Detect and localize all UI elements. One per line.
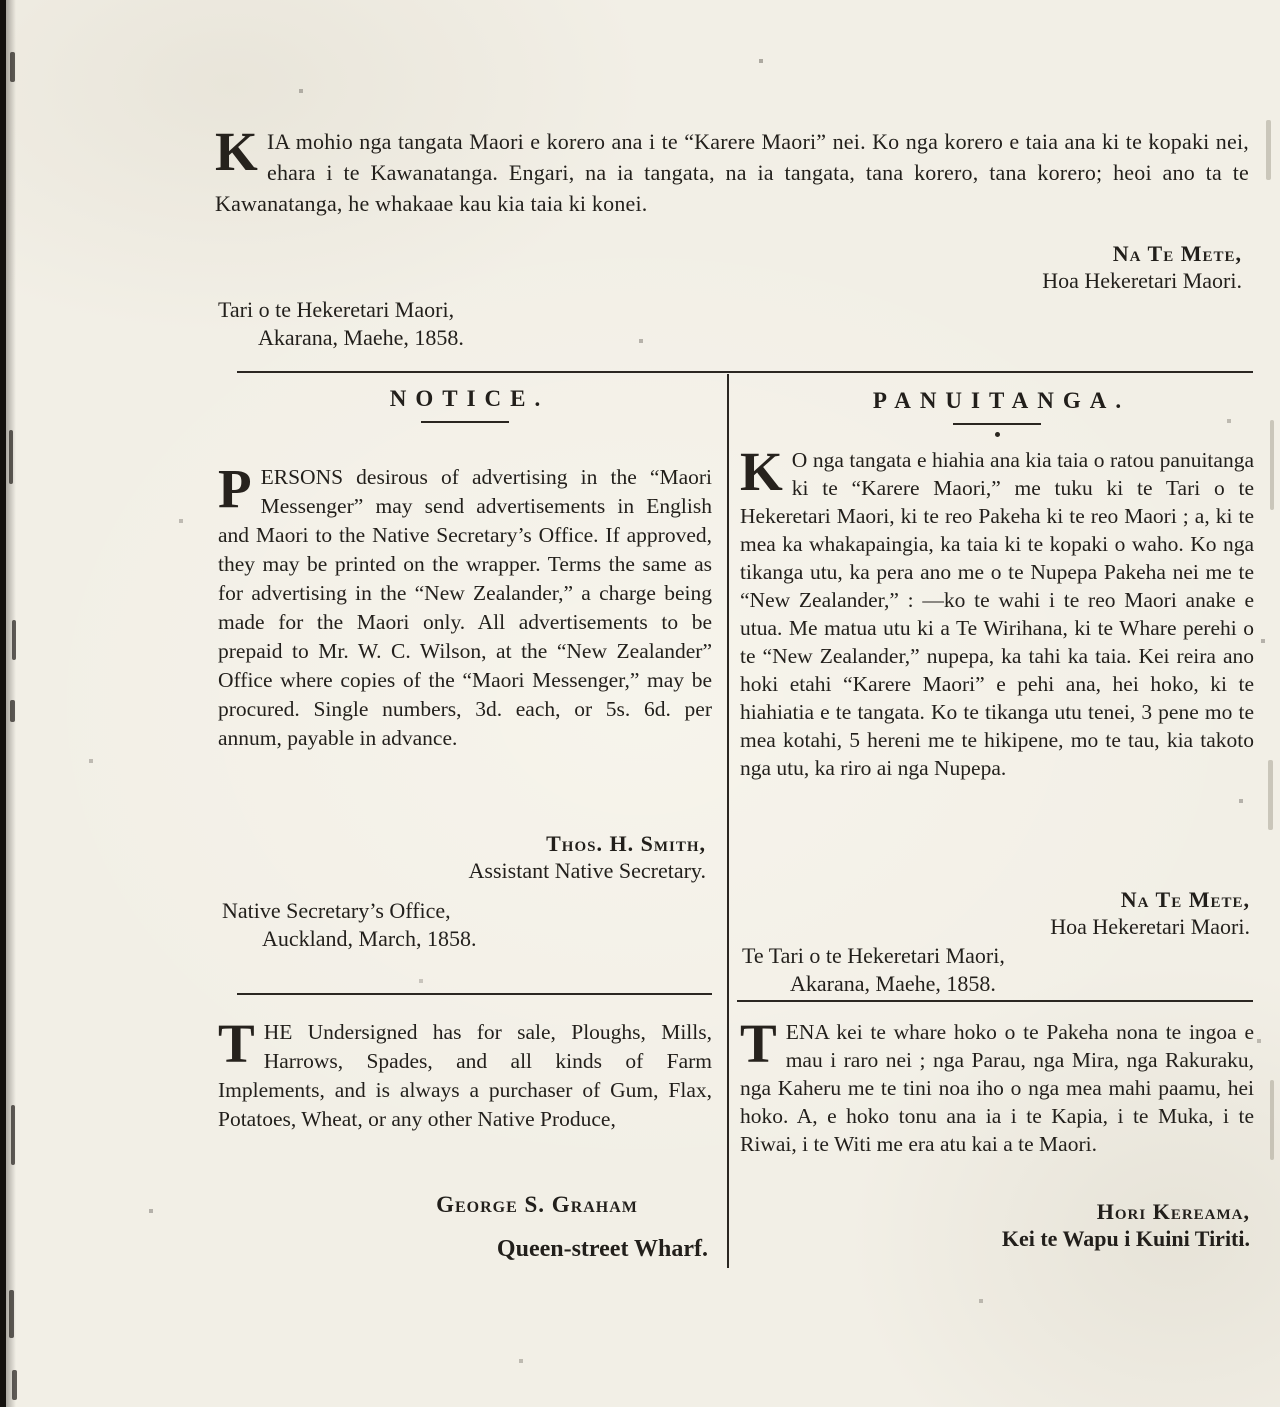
- panuitanga-office-line1: Te Tari o te Hekeretari Maori,: [742, 943, 1005, 968]
- notice-office-line2: Auckland, March, 1858.: [262, 926, 477, 951]
- sale-paragraph: [218, 1013, 712, 1134]
- intro-text: IA mohio nga tangata Maori e korero ana i te “Karere Maori” nei. Ko nga korero e taia ana ki te kopaki nei, ehara i te Kawanatanga. Engari, na ia tangata, na ia tangata, tana korero, tana korero; heoi ano ta te Kawanatanga, he whakaae kau kia taia ki konei.: [215, 129, 1249, 216]
- scan-mark: [9, 1290, 14, 1338]
- header-office-line1: Tari o te Hekeretari Maori,: [218, 297, 455, 322]
- panuitanga-office-line2: Akarana, Maehe, 1858.: [790, 971, 996, 996]
- sale-drop-cap: T: [218, 1013, 255, 1074]
- top-divider-rule: [237, 371, 1253, 373]
- notice-signature-title: Assistant Native Secretary.: [468, 858, 706, 883]
- scan-mark: [1270, 420, 1274, 510]
- notice-signature-name: Thos. H. Smith,: [546, 831, 706, 856]
- panuitanga-drop-cap: K: [740, 441, 783, 502]
- panuitanga-heading: PANUITANGA.: [872, 388, 1131, 413]
- header-signature: [800, 240, 1242, 294]
- notice-heading-block: [218, 386, 712, 423]
- column-divider-rule: [727, 374, 729, 1268]
- header-signature-title: Hoa Hekeretari Maori.: [1042, 268, 1242, 293]
- sale-text: HE Undersigned has for sale, Ploughs, Mills, Harrows, Spades, and all kinds of Farm Implements, and is always a purchaser of Gum, Flax, Potatoes, Wheat, or any other Native Produce,: [218, 1020, 712, 1131]
- panuitanga-heading-rule: [953, 423, 1041, 425]
- panuitanga-office-block: [742, 942, 1005, 998]
- header-signature-name: Na Te Mete,: [1112, 241, 1242, 266]
- tena-drop-cap: T: [740, 1013, 777, 1074]
- scan-mark: [12, 620, 16, 660]
- scan-mark: [12, 1370, 17, 1400]
- notice-signature: [218, 830, 706, 884]
- intro-drop-cap: K: [215, 121, 258, 182]
- panuitanga-heading-dot: [995, 432, 1000, 437]
- notice-heading: NOTICE.: [389, 386, 550, 411]
- scan-mark: [10, 52, 15, 82]
- panuitanga-paragraph: [740, 441, 1254, 782]
- scan-mark: [9, 430, 13, 484]
- tena-signature-name: Hori Kereama,: [1096, 1199, 1250, 1224]
- sale-location: Queen-street Wharf.: [496, 1236, 708, 1262]
- scan-mark: [1268, 760, 1273, 830]
- sale-signature: George S. Graham: [436, 1192, 638, 1217]
- advertising-notice-paragraph: [218, 458, 712, 753]
- header-section: [215, 121, 1249, 219]
- tena-paragraph: [740, 1013, 1254, 1158]
- panuitanga-heading-block: [740, 388, 1254, 437]
- scan-specks: [0, 0, 2, 2]
- tena-signature-location: Kei te Wapu i Kuini Tiriti.: [1001, 1226, 1250, 1251]
- panuitanga-text: O nga tangata e hiahia ana kia taia o ratou panuitanga ki te “Karere Maori,” me tuku ki te Tari o te Hekeretari Maori, ki te reo Pakeha ki te reo Maori ; a, ki te mea ka whakapaingia, ka taia ki te kopaki o waho. Ko nga tikanga utu, ka pera ano me o te Nupepa Pakeha nei me te “New Zealander,” : —ko te wahi i te reo Maori anake e utua. Me matua utu ki a Te Wirihana, ki te Whare perehi o te “New Zealander,” nupepa, ka tahi ka taia. Kei reira ano hoki etahi “Karere Maori” e pehi ana, hei hoko, ki te hiahiatia e te tangata. Ko te tikanga utu tenei, 3 pene mo te mea kotahi, 5 hereni me te hikipene, mo te tau, kia takoto nga utu, ka riro ai nga Nupepa.: [740, 448, 1254, 780]
- left-column-mid-rule: [237, 993, 712, 995]
- notice-office-line1: Native Secretary’s Office,: [222, 898, 451, 923]
- scan-mark: [11, 1105, 15, 1165]
- notice-heading-rule: [421, 421, 509, 423]
- header-office-block: [218, 296, 464, 352]
- panuitanga-signature-title: Hoa Hekeretari Maori.: [1050, 914, 1250, 939]
- right-column-mid-rule: [737, 1000, 1253, 1002]
- panuitanga-signature-name: Na Te Mete,: [1120, 887, 1250, 912]
- header-office-line2: Akarana, Maehe, 1858.: [258, 325, 464, 350]
- intro-paragraph: [215, 121, 1249, 219]
- tena-text: ENA kei te whare hoko o te Pakeha nona te ingoa e mau i raro nei ; nga Parau, nga Mira, nga Rakuraku, nga Kaheru me te tini noa iho o nga mea mahi paamu, hei hoko. A, e hoko tonu ana ia i te Kapia, i te Muka, i te Riwai, i te Witi me era atu kai a te Maori.: [740, 1020, 1254, 1156]
- panuitanga-signature: [740, 886, 1250, 940]
- scan-mark: [1270, 1080, 1274, 1160]
- notice-office-block: [222, 897, 476, 953]
- advert-text: ERSONS desirous of advertising in the “Maori Messenger” may send advertisements in English and Maori to the Native Secretary’s Office. If approved, they may be printed on the wrapper. Terms the same as for advertising in the “New Zealander,” a charge being made for the Maori only. All advertisements to be prepaid to Mr. W. C. Wilson, at the “New Zealander” Office where copies of the “Maori Messenger,” may be procured. Single numbers, 3d. each, or 5s. 6d. per annum, payable in advance.: [218, 465, 712, 750]
- advert-drop-cap: P: [218, 458, 252, 519]
- scan-mark: [1266, 120, 1271, 180]
- scan-mark: [10, 700, 15, 722]
- tena-signature: [740, 1198, 1250, 1252]
